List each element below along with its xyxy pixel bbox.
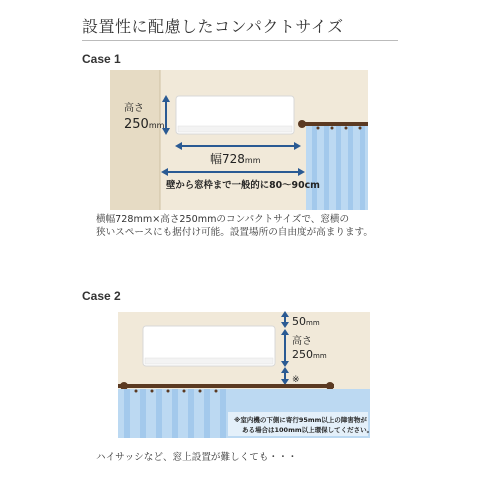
case1-width-label: 幅728mm xyxy=(210,152,261,166)
case2-height-label-1: 高さ xyxy=(292,336,312,347)
case2-note-line2: ある場合は100mm以上環保してください。 xyxy=(242,426,374,434)
case2-top-gap-label: 50mm xyxy=(292,315,320,328)
case1-height-label-2: 250mm xyxy=(124,117,165,132)
case1-label: Case 1 xyxy=(82,52,121,66)
case1-description-line2: 狭いスペースにも据付け可能。設置場所の自由度が高まります。 xyxy=(96,227,373,238)
case2-curtain-rod xyxy=(118,384,334,388)
case2-label: Case 2 xyxy=(82,289,121,303)
case2-height-label-2: 250mm xyxy=(292,348,327,361)
case1-description-line1: 横幅728mm×高さ250mmのコンパクトサイズで、窓横の xyxy=(96,214,350,225)
case2-note-line1: ※室内機の下側に寄行95mm以上の障害物が xyxy=(234,416,367,424)
case1-height-label-1: 高さ xyxy=(124,103,144,114)
case1-distance-label: 壁から窓枠まで一般的に80〜90cm xyxy=(166,180,320,191)
page-title: 設置性に配慮したコンパクトサイズ xyxy=(82,17,344,36)
case2-asterisk: ※ xyxy=(292,375,300,385)
case2-description: ハイサッシなど、窓上設置が難しくても・・・ xyxy=(96,452,298,463)
